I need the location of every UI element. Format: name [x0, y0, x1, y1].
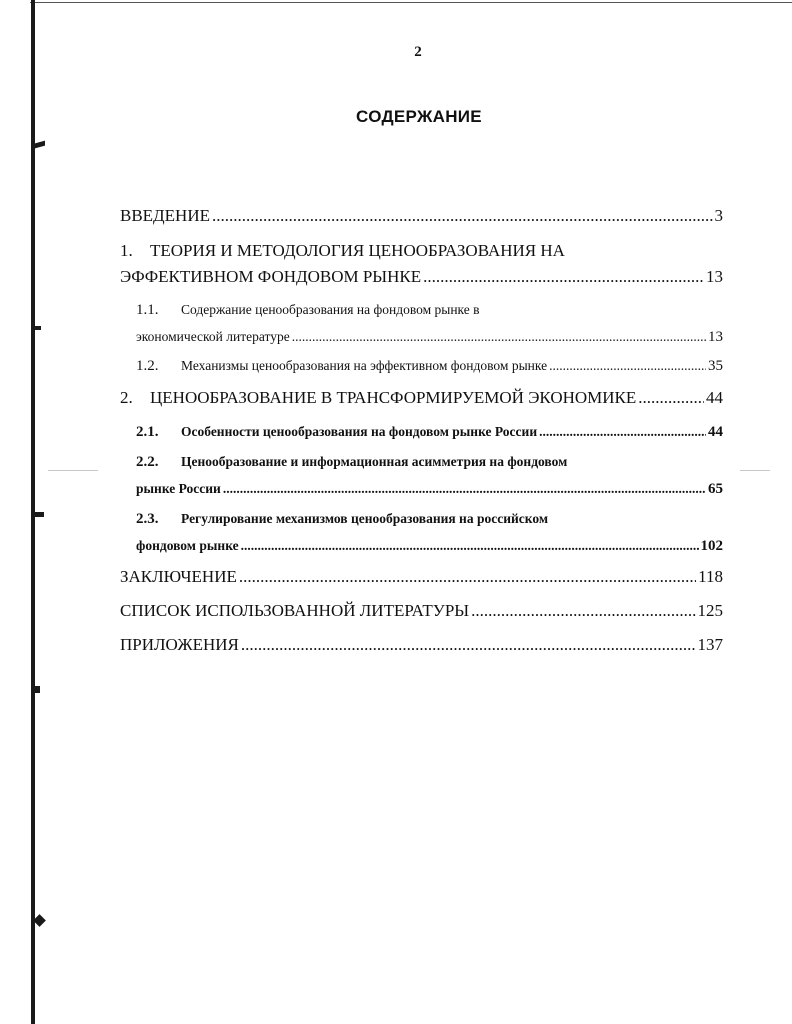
- toc-entry-label-continued: экономической литературе: [136, 329, 290, 344]
- dot-leader: [223, 481, 706, 497]
- toc-entry-appendices[interactable]: [120, 635, 723, 655]
- toc-entry-page: 35: [708, 358, 723, 374]
- scan-artifact: [35, 141, 45, 149]
- scan-artifact: [48, 470, 98, 471]
- toc-entry-page: 137: [697, 635, 723, 654]
- toc-entry-label: Механизмы ценообразования на эффективном фондовом рынке: [181, 358, 548, 373]
- page-number: 2: [414, 44, 422, 60]
- scan-artifact: [35, 326, 41, 330]
- toc-entry-page: 125: [697, 601, 723, 620]
- toc-entry-page: 118: [698, 567, 723, 586]
- toc-entry-label-continued: ЭФФЕКТИВНОМ ФОНДОВОМ РЫНКЕ: [120, 267, 422, 286]
- dot-leader: [471, 601, 695, 621]
- toc-entry-number: 2.1.: [136, 424, 159, 440]
- toc-entry-label: Содержание ценообразования на фондовом рынке в: [181, 302, 480, 317]
- toc-entry-section-2-1[interactable]: [136, 424, 723, 441]
- toc-entry-section-2-2[interactable]: [136, 454, 723, 498]
- toc-entry-section-2-3[interactable]: [136, 511, 723, 555]
- dot-leader: [241, 635, 696, 655]
- toc-entry-label: СПИСОК ИСПОЛЬЗОВАННОЙ ЛИТЕРАТУРЫ: [120, 601, 470, 620]
- dot-leader: [549, 358, 706, 374]
- scan-artifact: [35, 686, 40, 693]
- dot-leader: [423, 267, 704, 287]
- toc-entry-page: 44: [706, 388, 723, 407]
- toc-entry-intro[interactable]: [120, 206, 723, 226]
- toc-entry-label-continued: фондовом рынке: [136, 538, 239, 553]
- toc-entry-label: ЗАКЛЮЧЕНИЕ: [120, 567, 237, 586]
- toc-entry-number: 2.: [120, 388, 133, 407]
- dot-leader: [239, 567, 696, 587]
- dot-leader: [638, 388, 704, 408]
- toc-entry-label: ТЕОРИЯ И МЕТОДОЛОГИЯ ЦЕНООБРАЗОВАНИЯ НА: [150, 241, 565, 260]
- toc-entry-number: 1.1.: [136, 302, 159, 318]
- toc-entry-label: ВВЕДЕНИЕ: [120, 206, 210, 225]
- toc-entry-label: ЦЕНООБРАЗОВАНИЕ В ТРАНСФОРМИРУЕМОЙ ЭКОНОМИКЕ: [150, 388, 637, 407]
- toc-entry-chapter-2[interactable]: [120, 388, 723, 408]
- scan-artifact: [33, 914, 46, 927]
- toc-entry-number: 1.2.: [136, 358, 159, 374]
- toc-entry-label: Регулирование механизмов ценообразования на российском: [181, 511, 549, 526]
- toc-entry-label: Особенности ценообразования на фондовом рынке России: [181, 424, 538, 439]
- dot-leader: [539, 424, 706, 440]
- toc-entry-page: 44: [708, 424, 723, 440]
- toc-entry-section-1-1[interactable]: [136, 302, 723, 346]
- toc-entry-references[interactable]: [120, 601, 723, 621]
- dot-leader: [292, 329, 706, 345]
- page-title: СОДЕРЖАНИЕ: [356, 107, 482, 126]
- toc-entry-label: Ценообразование и информационная асимметрия на фондовом: [181, 454, 568, 469]
- dot-leader: [212, 206, 713, 226]
- toc-entry-number: 1.: [120, 241, 133, 260]
- dot-leader: [241, 538, 699, 554]
- scan-artifact: [740, 470, 770, 471]
- scan-top-border: [30, 2, 792, 3]
- toc-entry-label-continued: рынке России: [136, 481, 221, 496]
- toc-entry-page: 3: [714, 206, 723, 225]
- toc-entry-page: 13: [708, 329, 723, 345]
- toc-entry-number: 2.3.: [136, 511, 159, 527]
- toc-entry-page: 13: [706, 267, 723, 286]
- toc-entry-page: 102: [700, 538, 723, 554]
- toc-entry-section-1-2[interactable]: [136, 358, 723, 375]
- toc-entry-conclusion[interactable]: [120, 567, 723, 587]
- toc-entry-page: 65: [708, 481, 723, 497]
- scan-artifact: [35, 512, 44, 517]
- toc-entry-chapter-1[interactable]: [120, 241, 723, 287]
- toc-entry-label: ПРИЛОЖЕНИЯ: [120, 635, 239, 654]
- toc-entry-number: 2.2.: [136, 454, 159, 470]
